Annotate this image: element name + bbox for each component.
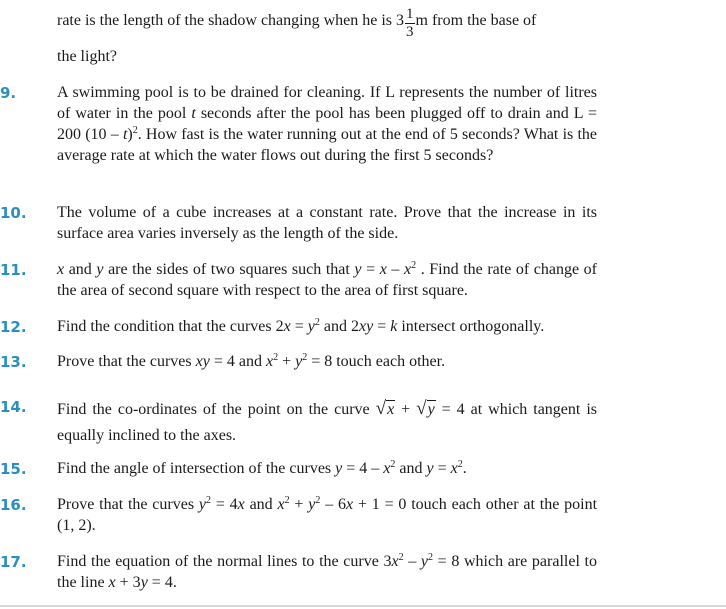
text-fragment: . Find the rate of change of the area of second square with respect to the area of first square. [57, 261, 597, 299]
text-fragment: 2 [206, 495, 211, 506]
text-fragment: = 4 at which tangent is equally inclined to the axes. [57, 401, 598, 444]
text-fragment: and 2 [319, 318, 359, 335]
text-fragment: intersect orthogonally. [397, 318, 545, 335]
text-fragment: x [450, 460, 458, 477]
text-fragment: seconds after the pool has been plugged off to drain and L = 200 (10 – [57, 105, 597, 143]
text-fragment: x [387, 401, 395, 418]
text-fragment: x [237, 496, 245, 513]
text-fragment: = [433, 460, 451, 477]
text-fragment: y [308, 496, 316, 513]
text-fragment: ) [127, 126, 133, 143]
text-fragment: and [244, 496, 278, 513]
text-fragment: Prove that the curves [57, 353, 196, 370]
question-number-10: 10. [0, 204, 27, 222]
question-12-text [57, 316, 597, 337]
text-fragment: . [462, 460, 467, 477]
text-fragment: 2 [273, 352, 279, 363]
text-fragment: x [346, 496, 354, 513]
intro-line1-end: m from the base of [415, 12, 537, 29]
text-fragment: y [96, 261, 104, 278]
text-fragment: 2 [390, 459, 396, 470]
text-fragment: y [426, 460, 434, 477]
question-number-17: 17. [0, 553, 27, 571]
text-fragment: = 4 – [342, 460, 384, 477]
text-fragment: A swimming pool is to be drained for cleaning. If L represents the number of litres of water in the pool [57, 84, 597, 122]
fraction-denominator: 3 [406, 24, 414, 40]
text-fragment: + 3 [115, 574, 141, 591]
text-fragment: Find the angle of intersection of the curves [57, 460, 336, 477]
text-fragment: = 4 and [209, 353, 266, 370]
text-fragment: + [289, 496, 309, 513]
text-fragment: x [283, 318, 291, 335]
text-fragment: √ [416, 398, 427, 419]
text-fragment: = 8 touch each other. [307, 353, 446, 370]
text-fragment: y [140, 574, 148, 591]
intro-line1: rate is the length of the shadow changing when he is 3 [57, 12, 405, 29]
text-fragment: y [354, 261, 362, 278]
text-fragment: x [404, 261, 412, 278]
question-number-12: 12. [0, 318, 27, 336]
text-fragment: + [278, 353, 296, 370]
text-fragment: = [373, 318, 391, 335]
text-fragment: y [295, 353, 303, 370]
text-fragment: x [277, 496, 285, 513]
question-number-9: 9. [0, 84, 17, 102]
text-fragment: k [390, 318, 398, 335]
text-fragment: – [403, 553, 421, 570]
text-fragment: xy [358, 318, 374, 335]
text-fragment: xy [195, 353, 210, 370]
text-fragment: x [391, 553, 399, 570]
text-fragment: 2 [284, 495, 290, 506]
text-fragment: = 4 [211, 496, 238, 513]
page-bottom-rule [0, 605, 726, 607]
text-fragment: and [64, 261, 97, 278]
text-fragment: t [191, 105, 196, 122]
text-fragment: 2 [314, 317, 320, 328]
text-fragment: y [307, 318, 315, 335]
text-fragment: = [290, 318, 308, 335]
text-fragment: x [57, 261, 65, 278]
question-number-11: 11. [0, 261, 27, 279]
text-fragment: 2 [302, 352, 308, 363]
text-fragment: 2 [315, 495, 321, 506]
question-number-14: 14. [0, 398, 27, 416]
intro-text [57, 6, 597, 41]
text-fragment: and [395, 460, 427, 477]
text-fragment: = 4. [147, 574, 177, 591]
text-fragment: Find the co-ordinates of the point on the curve [57, 401, 376, 418]
text-fragment: Prove that the curves [57, 496, 199, 513]
text-fragment: Find the equation of the normal lines to the curve 3 [57, 553, 392, 570]
text-fragment: Find the condition that the curves 2 [57, 318, 284, 335]
text-fragment: y [198, 496, 206, 513]
question-17-text [57, 551, 597, 593]
text-fragment: + [395, 401, 417, 418]
text-fragment: are the sides of two squares such that [103, 261, 355, 278]
question-number-15: 15. [0, 460, 27, 478]
text-fragment: x [383, 460, 391, 477]
text-fragment: = 8 which are parallel to the line [57, 553, 597, 591]
text-fragment: – 6 [320, 496, 347, 513]
sqrt-x [375, 398, 396, 419]
question-number-16: 16. [0, 496, 27, 514]
question-14-text [57, 396, 597, 449]
text-fragment: y [427, 401, 435, 418]
text-fragment: 2 [411, 260, 417, 271]
question-9-text [57, 82, 597, 166]
text-fragment: = [361, 261, 380, 278]
text-fragment: 2 [428, 552, 433, 563]
text-fragment: t [122, 126, 128, 143]
text-fragment: x [379, 261, 387, 278]
sqrt-y [416, 398, 436, 419]
text-fragment: 2 [398, 552, 404, 563]
intro-line2: the light? [57, 48, 117, 65]
question-10-text: The volume of a cube increases at a constant rate. Prove that the increase in its surface area varies inversely as the length of the side. [57, 204, 597, 242]
fraction-numerator: 1 [406, 6, 414, 22]
text-fragment: . How fast is the water running out at the end of 5 seconds? What is the average rate at which the water flows out during the first 5 seconds? [57, 126, 597, 164]
text-fragment: 2 [132, 125, 138, 136]
question-number-13: 13. [0, 353, 27, 371]
text-fragment: y [335, 460, 343, 477]
text-fragment: x [108, 574, 116, 591]
text-fragment: y [420, 553, 428, 570]
text-fragment: + 1 = 0 touch each other at the point (1, 2). [57, 496, 598, 534]
text-fragment: x [265, 353, 274, 370]
mixed-fraction [405, 6, 415, 41]
question-11-text [57, 259, 597, 301]
question-13-text [57, 351, 597, 372]
text-fragment: 2 [457, 459, 463, 470]
text-fragment: – [386, 261, 404, 278]
question-15-text [57, 458, 597, 479]
question-16-text [57, 494, 597, 536]
text-fragment: √ [375, 398, 387, 419]
